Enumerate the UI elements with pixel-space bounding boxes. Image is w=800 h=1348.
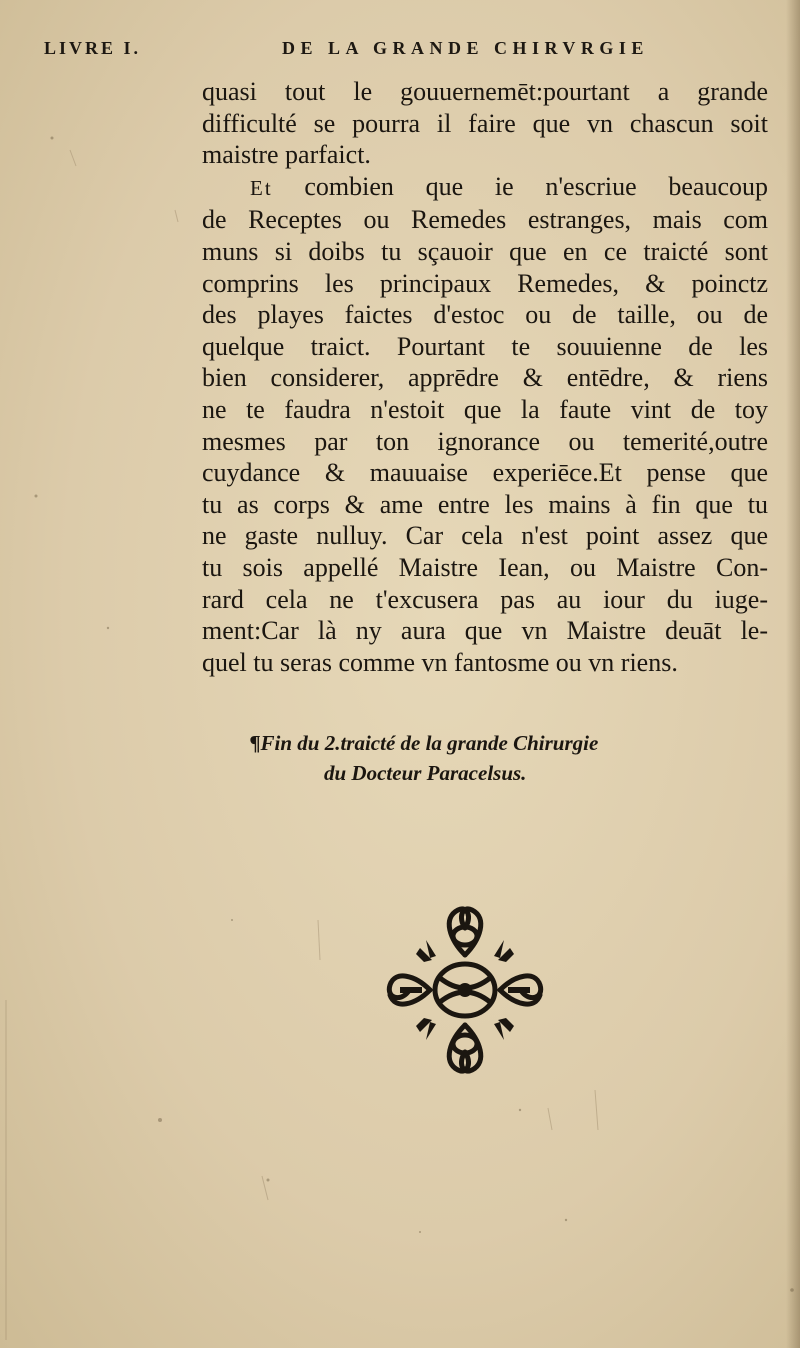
text-line: bien considerer, apprēdre & entēdre, & riens	[202, 363, 768, 393]
text-line: comprins les principaux Remedes, & poinctz	[202, 268, 768, 298]
book-number: LIVRE I.	[44, 38, 142, 58]
text-line: cuydance & mauuaise experiēce.Et pense que	[202, 458, 768, 488]
text-line: maistre parfaict.	[202, 140, 371, 170]
text-line: quelque traict. Pourtant te souuienne de les	[202, 331, 768, 361]
text-line: mesmes par ton ignorance ou temerité,outre	[202, 426, 768, 456]
paragraph-opening-text: combien que ie n'escriue beaucoup	[304, 171, 768, 201]
text-line: difficulté se pourra il faire que vn chascun soit	[202, 108, 768, 138]
text-line: des playes faictes d'estoc ou de taille, ou de	[202, 300, 768, 330]
paragraph-opening-line	[202, 171, 768, 205]
text-line: muns si doibs tu sçauoir que en ce traicté sont	[202, 236, 768, 266]
text-line: rard cela ne t'excusera pas au iour du iuge-	[202, 584, 768, 614]
text-line: quasi tout le gouuernemēt:pourtant a grande	[202, 77, 768, 106]
paragraph-initial-word: Et	[250, 175, 273, 200]
text-line: de Receptes ou Remedes estranges, mais com	[202, 205, 768, 235]
page-header	[0, 38, 800, 68]
text-line: ment:Car là ny aura que vn Maistre deuāt le-	[202, 616, 768, 646]
text-line: tu sois appellé Maistre Iean, ou Maistre Con-	[202, 552, 768, 582]
text-line: tu as corps & ame entre les mains à fin que tu	[202, 489, 768, 519]
page-edge-shadow	[786, 0, 800, 1348]
text-line: quel tu seras comme vn fantosme ou vn riens.	[202, 647, 678, 677]
body-text	[202, 76, 768, 678]
text-line: ne gaste nulluy. Car cela n'est point assez que	[202, 521, 768, 551]
running-title: DE LA GRANDE CHIRVRGIE	[282, 38, 649, 58]
colophon	[250, 728, 750, 788]
colophon-line: ¶Fin du 2.traicté de la grande Chirurgie	[250, 731, 599, 755]
colophon-line: du Docteur Paracelsus.	[324, 761, 527, 785]
text-line: ne te faudra n'estoit que la faute vint de toy	[202, 394, 768, 424]
fleuron-ornament-icon	[380, 900, 550, 1080]
